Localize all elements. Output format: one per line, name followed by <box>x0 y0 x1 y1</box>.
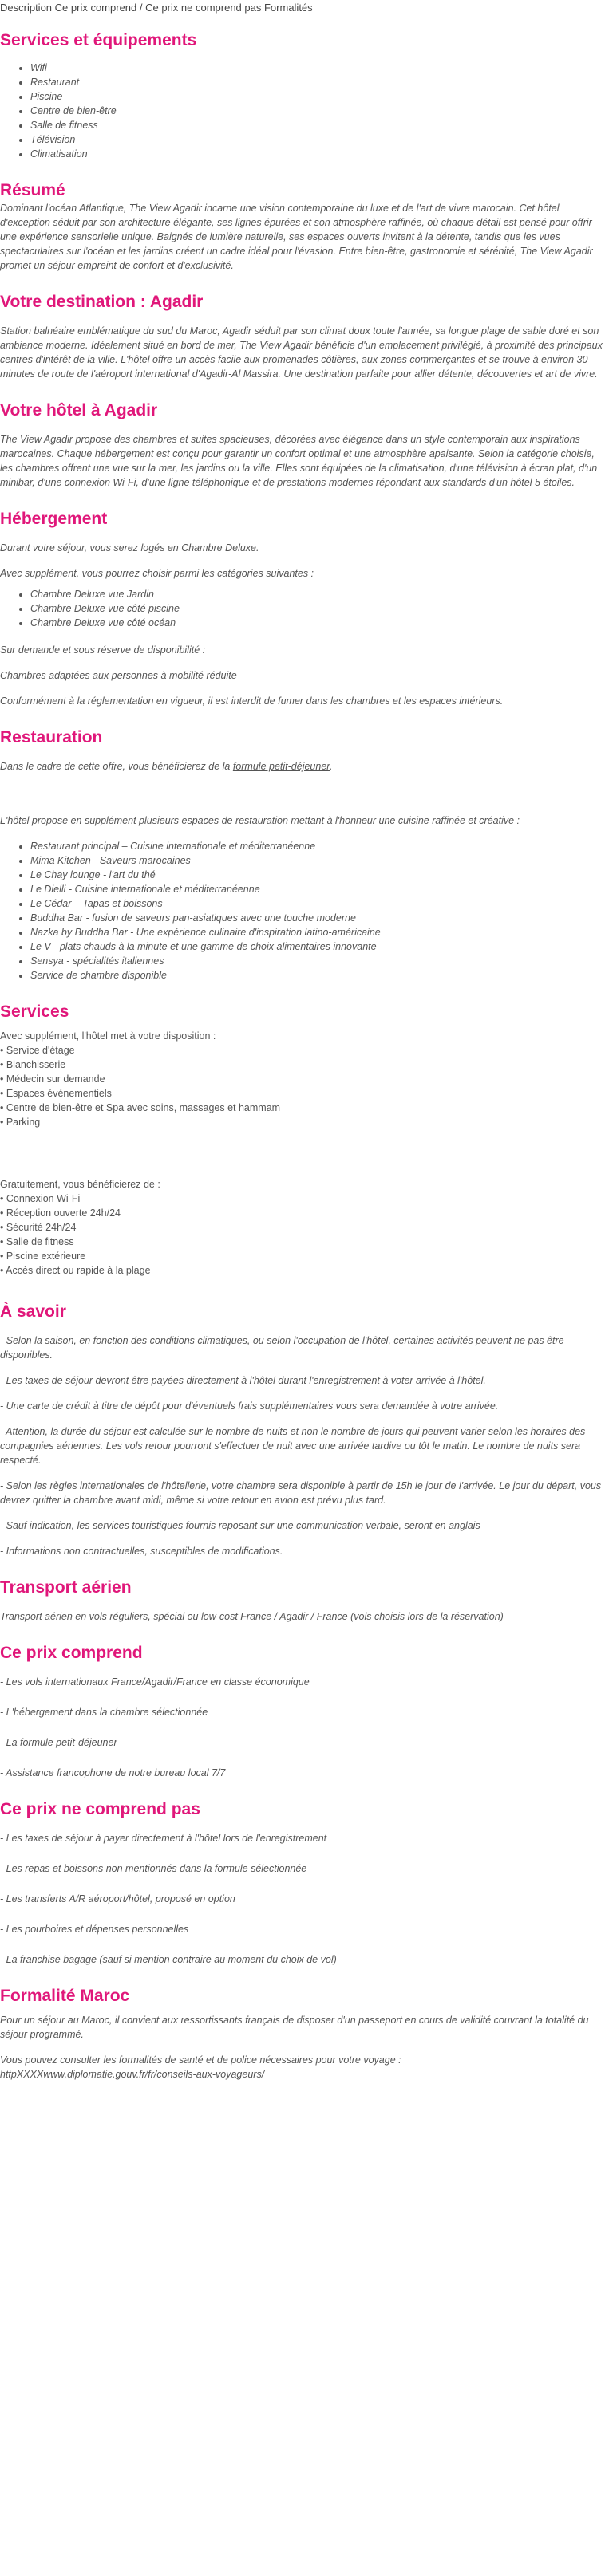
savoir-item: - Sauf indication, les services touristiques fournis reposant sur une communication verbale, seront en anglais <box>0 1520 480 1531</box>
services-p2: Gratuitement, vous bénéficierez de : <box>0 1179 160 1190</box>
restauration-p2: L'hôtel propose en supplément plusieurs espaces de restauration mettant à l'honneur une cuisine raffinée et créative : <box>0 815 520 826</box>
hebergement-p5: Conformément à la réglementation en vigueur, il est interdit de fumer dans les chambres et les espaces intérieurs. <box>0 695 504 707</box>
ne-comprend-item: - Les pourboires et dépenses personnelles <box>0 1924 189 1935</box>
list-item: • Wifi <box>30 61 603 75</box>
list-item: • Restaurant principal – Cuisine internationale et méditerranéenne <box>30 839 603 853</box>
services-item: • Service d'étage <box>0 1045 75 1056</box>
comprend-item: - Les vols internationaux France/Agadir/France en classe économique <box>0 1676 310 1688</box>
resume-text: Dominant l'océan Atlantique, The View Agadir incarne une vision contemporaine du luxe et de l'art de vivre marocain. Cet hôtel d'exception séduit par son architecture élégante, ses lignes épurées et son atmosphère raffinée, où chaque détail est pensé pour offrir une expérience sensorielle unique. Baignés de lumière naturelle, ses espaces ouverts invitent à la détente, tandis que les vues spectaculaires sur l'océan et les jardins créent un cadre idéal pour l'évasion. Entre bien-être, gastronomie et sérénité, The View Agadir promet un séjour empreint de confort et d'exclusivité. <box>0 203 593 271</box>
hotel-text: The View Agadir propose des chambres et suites spacieuses, décorées avec élégance dans un style contemporain aux inspirations marocaines. Chaque hébergement est conçu pour garantir un confort optimal et une atmosphère apaisante. Selon la catégorie choisie, les chambres offrent une vue sur la mer, les jardins ou la ville. Elles sont équipées de la climatisation, d'une télévision à écran plat, d'un minibar, d'une connexion Wi-Fi, d'une ligne téléphonique et de prestations modernes répondant aux standards d'un hôtel 5 étoiles. <box>0 434 598 488</box>
services-title: Services <box>0 1002 69 1021</box>
savoir-title: À savoir <box>0 1302 66 1321</box>
services-item: • Salle de fitness <box>0 1236 74 1247</box>
comprend-item: - L'hébergement dans la chambre sélectionnée <box>0 1707 208 1718</box>
ne-comprend-item: - La franchise bagage (sauf si mention contraire au moment du choix de vol) <box>0 1954 337 1965</box>
list-item: • Le Chay lounge - l'art du thé <box>30 868 603 882</box>
formalite-p2: Vous pouvez consulter les formalités de santé et de police nécessaires pour votre voyage : <box>0 2054 401 2066</box>
hotel-title: Votre hôtel à Agadir <box>0 401 158 419</box>
savoir-item: - Selon les règles internationales de l'hôtellerie, votre chambre sera disponible à partir de 15h le jour de l'arrivée. Le jour du départ, vous devrez quitter la chambre avant midi, même si votre retour en avion est prévu plus tard. <box>0 1480 602 1506</box>
tab-sep: / <box>136 2 146 14</box>
comprend-title: Ce prix comprend <box>0 1644 143 1662</box>
tab-comprend[interactable]: Ce prix comprend <box>54 2 137 14</box>
formalite-p1: Pour un séjour au Maroc, il convient aux ressortissants français de disposer d'un passeport en cours de validité couvrant la totalité du séjour programmé. <box>0 2015 589 2040</box>
hebergement-p1: Durant votre séjour, vous serez logés en Chambre Deluxe. <box>0 542 259 553</box>
list-item: • Piscine <box>30 89 603 104</box>
services-item: • Piscine extérieure <box>0 1251 86 1262</box>
formalite-title: Formalité Maroc <box>0 1987 130 2005</box>
list-item: • Chambre Deluxe vue côté océan <box>30 616 603 630</box>
services-equipements-title: Services et équipements <box>0 31 197 49</box>
services-item: • Parking <box>0 1117 41 1128</box>
list-item: • Service de chambre disponible <box>30 968 603 983</box>
tab-ne-comprend[interactable]: Ce prix ne comprend pas <box>145 2 262 14</box>
tab-bar <box>0 0 603 19</box>
transport-text: Transport aérien en vols réguliers, spécial ou low-cost France / Agadir / France (vols choisis lors de la réservation) <box>0 1611 504 1622</box>
savoir-item: - Une carte de crédit à titre de dépôt pour d'éventuels frais supplémentaires vous sera demandée à votre arrivée. <box>0 1400 499 1412</box>
savoir-item: - Informations non contractuelles, susceptibles de modifications. <box>0 1546 283 1557</box>
hebergement-p4: Chambres adaptées aux personnes à mobilité réduite <box>0 670 237 681</box>
savoir-item: - Selon la saison, en fonction des conditions climatiques, ou selon l'occupation de l'hôtel, certaines activités peuvent ne pas être disponibles. <box>0 1335 564 1361</box>
hebergement-title: Hébergement <box>0 510 108 528</box>
tab-formalites[interactable]: Formalités <box>263 2 313 14</box>
formule-petit-dejeuner-link[interactable]: formule petit-déjeuner <box>232 761 330 772</box>
list-item: • Le Dielli - Cuisine internationale et méditerranéenne <box>30 882 603 896</box>
ne-comprend-item: - Les transferts A/R aéroport/hôtel, proposé en option <box>0 1893 235 1904</box>
resume-title: Résumé <box>0 181 65 199</box>
restauration-p1-text: Dans le cadre de cette offre, vous bénéficierez de la <box>0 761 233 772</box>
destination-title: Votre destination : Agadir <box>0 293 204 311</box>
list-item: • Nazka by Buddha Bar - Une expérience culinaire d'inspiration latino-américaine <box>30 925 603 939</box>
services-p1: Avec supplément, l'hôtel met à votre disposition : <box>0 1030 216 1042</box>
destination-text: Station balnéaire emblématique du sud du Maroc, Agadir séduit par son climat doux toute l'année, sa longue plage de sable doré et son ambiance moderne. Idéalement situé en bord de mer, The View Agadir bénéficie d'un emplacement privilégié, à proximité des principaux centres d'intérêt de la ville. L'hôtel offre un accès facile aux promenades côtières, aux zones commerçantes et se trouve à environ 30 minutes de route de l'aéroport international d'Agadir-Al Massira. Une destination parfaite pour allier détente, découvertes et art de vivre. <box>0 325 603 380</box>
services-item: • Médecin sur demande <box>0 1073 105 1085</box>
hebergement-p3: Sur demande et sous réserve de disponibilité : <box>0 644 206 656</box>
list-item: • Salle de fitness <box>30 118 603 132</box>
ne-comprend-item: - Les taxes de séjour à payer directement à l'hôtel lors de l'enregistrement <box>0 1833 327 1844</box>
list-item: • Restaurant <box>30 75 603 89</box>
formalite-url: httpXXXXwww.diplomatie.gouv.fr/fr/conseils-aux-voyageurs/ <box>0 2069 265 2080</box>
services-item: • Réception ouverte 24h/24 <box>0 1207 121 1219</box>
list-item: • Sensya - spécialités italiennes <box>30 954 603 968</box>
comprend-item: - La formule petit-déjeuner <box>0 1737 117 1748</box>
list-item: • Buddha Bar - fusion de saveurs pan-asiatiques avec une touche moderne <box>30 911 603 925</box>
restauration-title: Restauration <box>0 728 103 746</box>
list-item: • Centre de bien-être <box>30 104 603 118</box>
list-item: • Chambre Deluxe vue côté piscine <box>30 601 603 616</box>
services-item: • Blanchisserie <box>0 1059 66 1070</box>
transport-title: Transport aérien <box>0 1578 132 1597</box>
services-item: • Connexion Wi-Fi <box>0 1193 81 1204</box>
ne-comprend-item: - Les repas et boissons non mentionnés dans la formule sélectionnée <box>0 1863 307 1874</box>
comprend-item: - Assistance francophone de notre bureau local 7/7 <box>0 1767 226 1778</box>
ne-comprend-title: Ce prix ne comprend pas <box>0 1800 200 1818</box>
list-item: • Télévision <box>30 132 603 147</box>
savoir-item: - Les taxes de séjour devront être payées directement à l'hôtel durant l'enregistrement à voter arrivée à l'hôtel. <box>0 1375 486 1386</box>
list-item: • Le Cédar – Tapas et boissons <box>30 896 603 911</box>
hebergement-p2: Avec supplément, vous pourrez choisir parmi les catégories suivantes : <box>0 568 314 579</box>
list-item: • Mima Kitchen - Saveurs marocaines <box>30 853 603 868</box>
tab-description[interactable]: Description <box>0 2 53 14</box>
services-item: • Accès direct ou rapide à la plage <box>0 1265 151 1276</box>
hebergement-list <box>0 587 603 630</box>
services-item: • Espaces événementiels <box>0 1088 112 1099</box>
restauration-p1 <box>0 759 603 774</box>
list-item: • Climatisation <box>30 147 603 161</box>
services-equipements-list <box>0 61 603 161</box>
restauration-p1-end: . <box>329 761 333 772</box>
list-item: • Chambre Deluxe vue Jardin <box>30 587 603 601</box>
savoir-item: - Attention, la durée du séjour est calculée sur le nombre de nuits et non le nombre de jours qui peuvent varier selon les horaires des compagnies aériennes. Les vols retour pourront s'effectuer de nuit avec une arrivée tardive ou tôt le matin. Le nombre de nuits sera respecté. <box>0 1426 586 1466</box>
list-item: • Le V - plats chauds à la minute et une gamme de choix alimentaires innovante <box>30 939 603 954</box>
services-item: • Sécurité 24h/24 <box>0 1222 77 1233</box>
restauration-list <box>0 839 603 983</box>
services-item: • Centre de bien-être et Spa avec soins, massages et hammam <box>0 1102 281 1113</box>
